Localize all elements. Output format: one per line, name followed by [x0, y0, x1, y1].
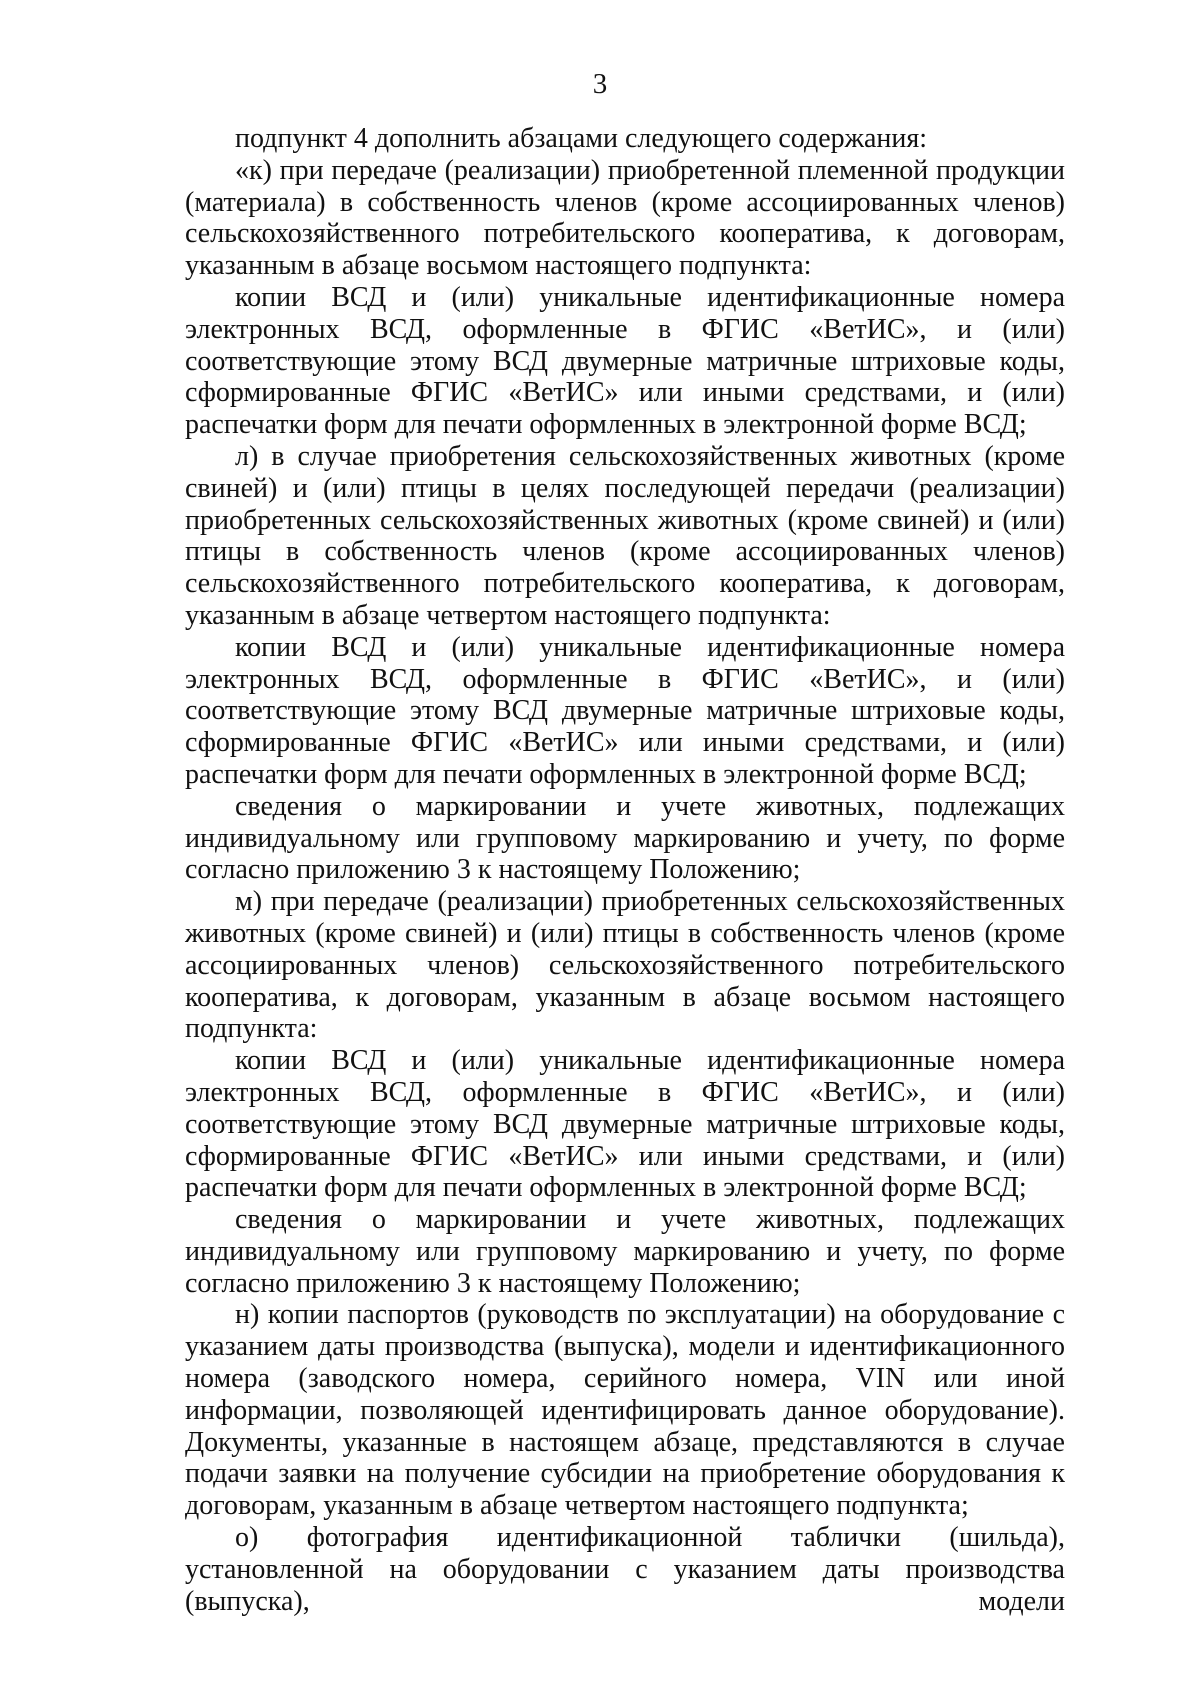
paragraph-vsd-copies: копии ВСД и (или) уникальные идентификационные номера электронных ВСД, оформленные в ФГИС «ВетИС», и (или) соответствующие этому ВСД двумерные матричные штриховые коды, сформированные ФГИС «ВетИС» или иными средствами, и (или) распечатки форм для печати оформленных в электронной форме ВСД; — [185, 1045, 1065, 1204]
paragraph-l: л) в случае приобретения сельскохозяйственных животных (кроме свиней) и (или) птицы в целях последующей передачи (реализации) приобретенных сельскохозяйственных животных (кроме свиней) и (или) птицы в собственность членов (кроме ассоциированных членов) сельскохозяйственного потребительского кооператива, к договорам, указанным в абзаце четвертом настоящего подпункта: — [185, 440, 1065, 631]
page-number: 3 — [592, 68, 608, 100]
document-body — [185, 123, 1065, 1617]
paragraph-vsd-copies: копии ВСД и (или) уникальные идентификационные номера электронных ВСД, оформленные в ФГИС «ВетИС», и (или) соответствующие этому ВСД двумерные матричные штриховые коды, сформированные ФГИС «ВетИС» или иными средствами, и (или) распечатки форм для печати оформленных в электронной форме ВСД; — [185, 281, 1065, 441]
paragraph-k: «к) при передаче (реализации) приобретенной племенной продукции (материала) в собственность членов (кроме ассоциированных членов) сельскохозяйственного потребительского кооператива, к договорам, указанным в абзаце восьмом настоящего подпункта: — [185, 154, 1065, 282]
paragraph-marking-info: сведения о маркировании и учете животных, подлежащих индивидуальному или групповому маркированию и учету, по форме согласно приложению 3 к настоящему Положению; — [185, 790, 1065, 886]
paragraph-intro: подпункт 4 дополнить абзацами следующего содержания: — [235, 123, 928, 154]
paragraph-o: о) фотография идентификационной таблички (шильда), установленной на оборудовании с указанием даты производства (выпуска), модели — [185, 1522, 1065, 1617]
paragraph-marking-info: сведения о маркировании и учете животных, подлежащих индивидуальному или групповому маркированию и учету, по форме согласно приложению 3 к настоящему Положению; — [185, 1204, 1065, 1299]
paragraph-n: н) копии паспортов (руководств по эксплуатации) на оборудование с указанием даты производства (выпуска), модели и идентификационного номера (заводского номера, серийного номера, VIN или иной информации, позволяющей идентифицировать данное оборудование). Документы, указанные в настоящем абзаце, представляются в случае подачи заявки на получение субсидии на приобретение оборудования к договорам, указанным в абзаце четвертом настоящего подпункта; — [185, 1299, 1065, 1522]
paragraph-vsd-copies: копии ВСД и (или) уникальные идентификационные номера электронных ВСД, оформленные в ФГИС «ВетИС», и (или) соответствующие этому ВСД двумерные матричные штриховые коды, сформированные ФГИС «ВетИС» или иными средствами, и (или) распечатки форм для печати оформленных в электронной форме ВСД; — [185, 631, 1065, 790]
paragraph-m: м) при передаче (реализации) приобретенных сельскохозяйственных животных (кроме свиней) и (или) птицы в собственность членов (кроме ассоциированных членов) сельскохозяйственного потребительского кооператива, к договорам, указанным в абзаце восьмом настоящего подпункта: — [185, 886, 1065, 1045]
